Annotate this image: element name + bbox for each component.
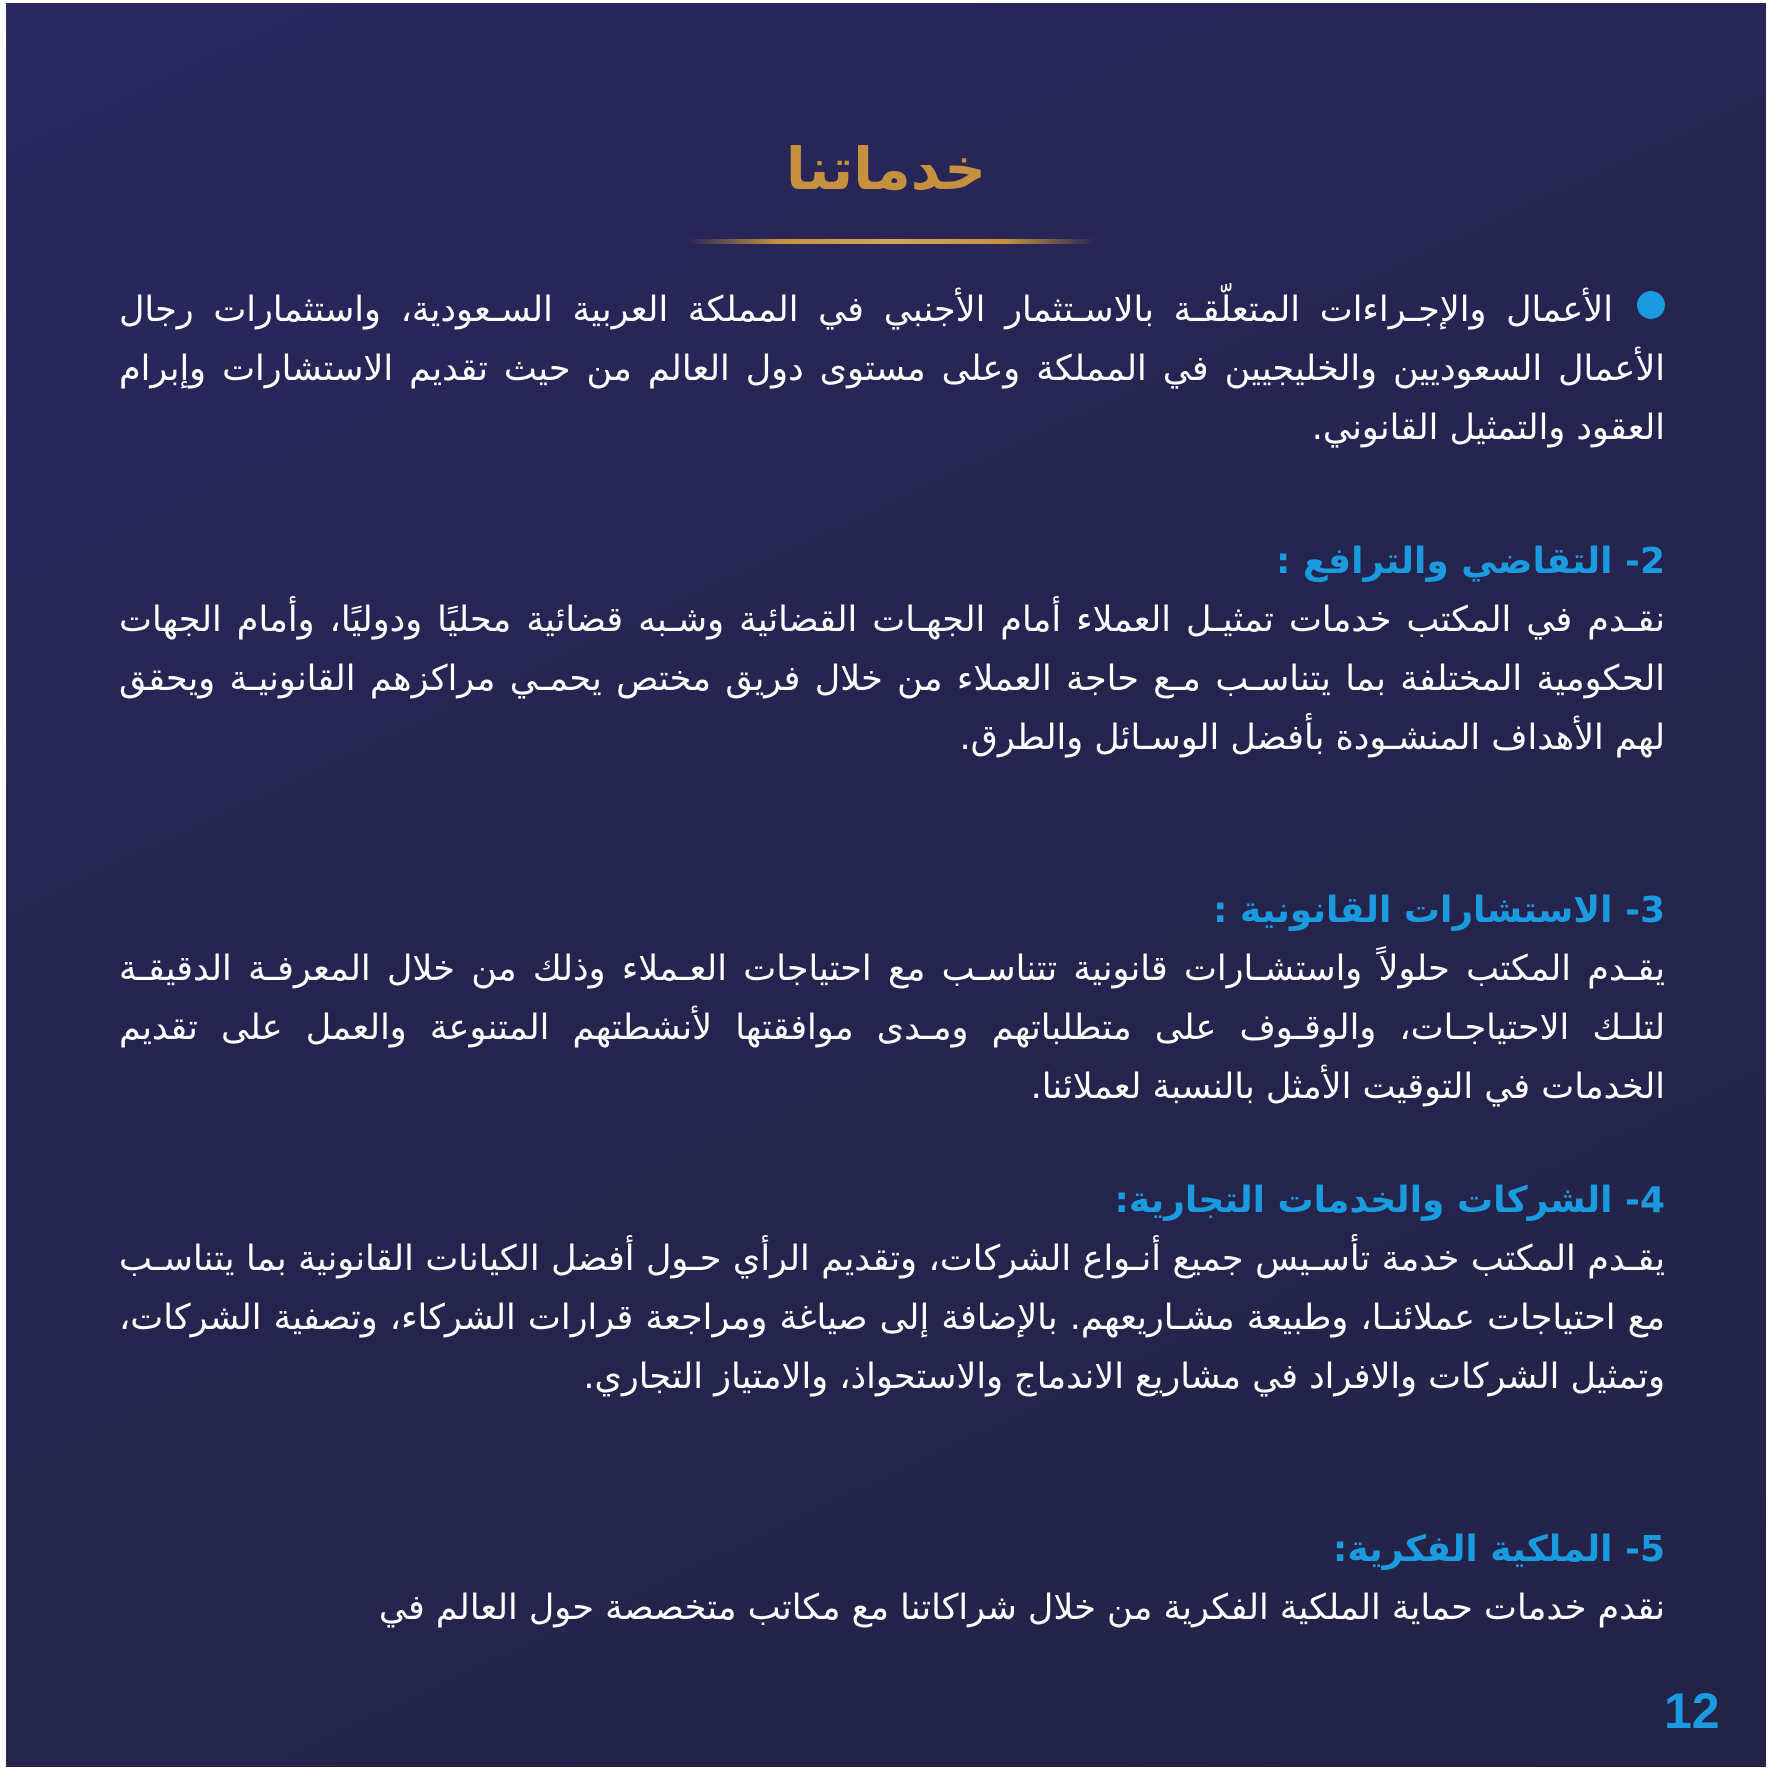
section-heading: 2- التقاضي والترافع : (1275, 541, 1665, 582)
section-body: نقـدم في المكتب خدمات تمثيـل العملاء أمام الجهـات القضائية وشـبه قضائية محليًا ودوليًا، وأمام الجهات الحكومية المختلفة بما يتناسـب مـع حاجة العملاء من خلال فريق مختص يحمـي مراكزهم القانونيـة ويحقق لهم الأهداف المنشـودة بأفضل الوسـائل والطرق. (119, 600, 1665, 758)
section-heading: 5- الملكية الفكرية: (1332, 1529, 1665, 1570)
section-body: يقـدم المكتب حلولاً واستشـارات قانونية تتناسـب مع احتياجات العـملاء وذلك من خلال المعرفـة الدقيقـة لتلـك الاحتياجـات، والوقـوف على متطلباتهم ومـدى موافقتها لأنشطتهم المتنوعة والعمل على تقديم الخدمات في التوقيت الأمثل بالنسبة لعملائنا. (119, 949, 1665, 1107)
section-intellectual-property (119, 1521, 1665, 1638)
section-legal-consultations (119, 882, 1665, 1117)
brochure-page (6, 3, 1766, 1767)
page-title: خدماتنا (785, 135, 987, 203)
section-body: يقـدم المكتب خدمة تأسـيس جميع أنـواع الشركات، وتقديم الرأي حـول أفضل الكيانات القانونية بما يتناسـب مع احتياجات عملائنـا، وطبيعة مشـاريعهم. بالإضافة إلى صياغة ومراجعة قرارات الشركاء، وتصفية الشركات، وتمثيل الشركات والافراد في مشاريع الاندماج والاستحواذ، والامتياز التجاري. (119, 1239, 1665, 1397)
section-heading: 3- الاستشارات القانونية : (1212, 890, 1665, 931)
intro-block (119, 281, 1665, 458)
bullet-icon (1637, 291, 1665, 319)
section-heading: 4- الشركات والخدمات التجارية: (1114, 1180, 1665, 1221)
section-body: نقدم خدمات حماية الملكية الفكرية من خلال شراكاتنا مع مكاتب متخصصة حول العالم في (378, 1588, 1665, 1628)
intro-text: الأعمال والإجـراءات المتعلّقـة بالاسـتثمار الأجنبي في المملكة العربية السـعودية، واستثمارات رجال الأعمال السعوديين والخليجيين في المملكة وعلى مستوى دول العالم من حيث تقديم الاستشارات وإبرام العقود والتمثيل القانوني. (119, 290, 1665, 448)
intro-paragraph (119, 281, 1665, 458)
title-divider (688, 239, 1096, 244)
page-number: 12 (1664, 1683, 1720, 1739)
section-companies-commercial (119, 1172, 1665, 1407)
section-litigation (119, 533, 1665, 768)
